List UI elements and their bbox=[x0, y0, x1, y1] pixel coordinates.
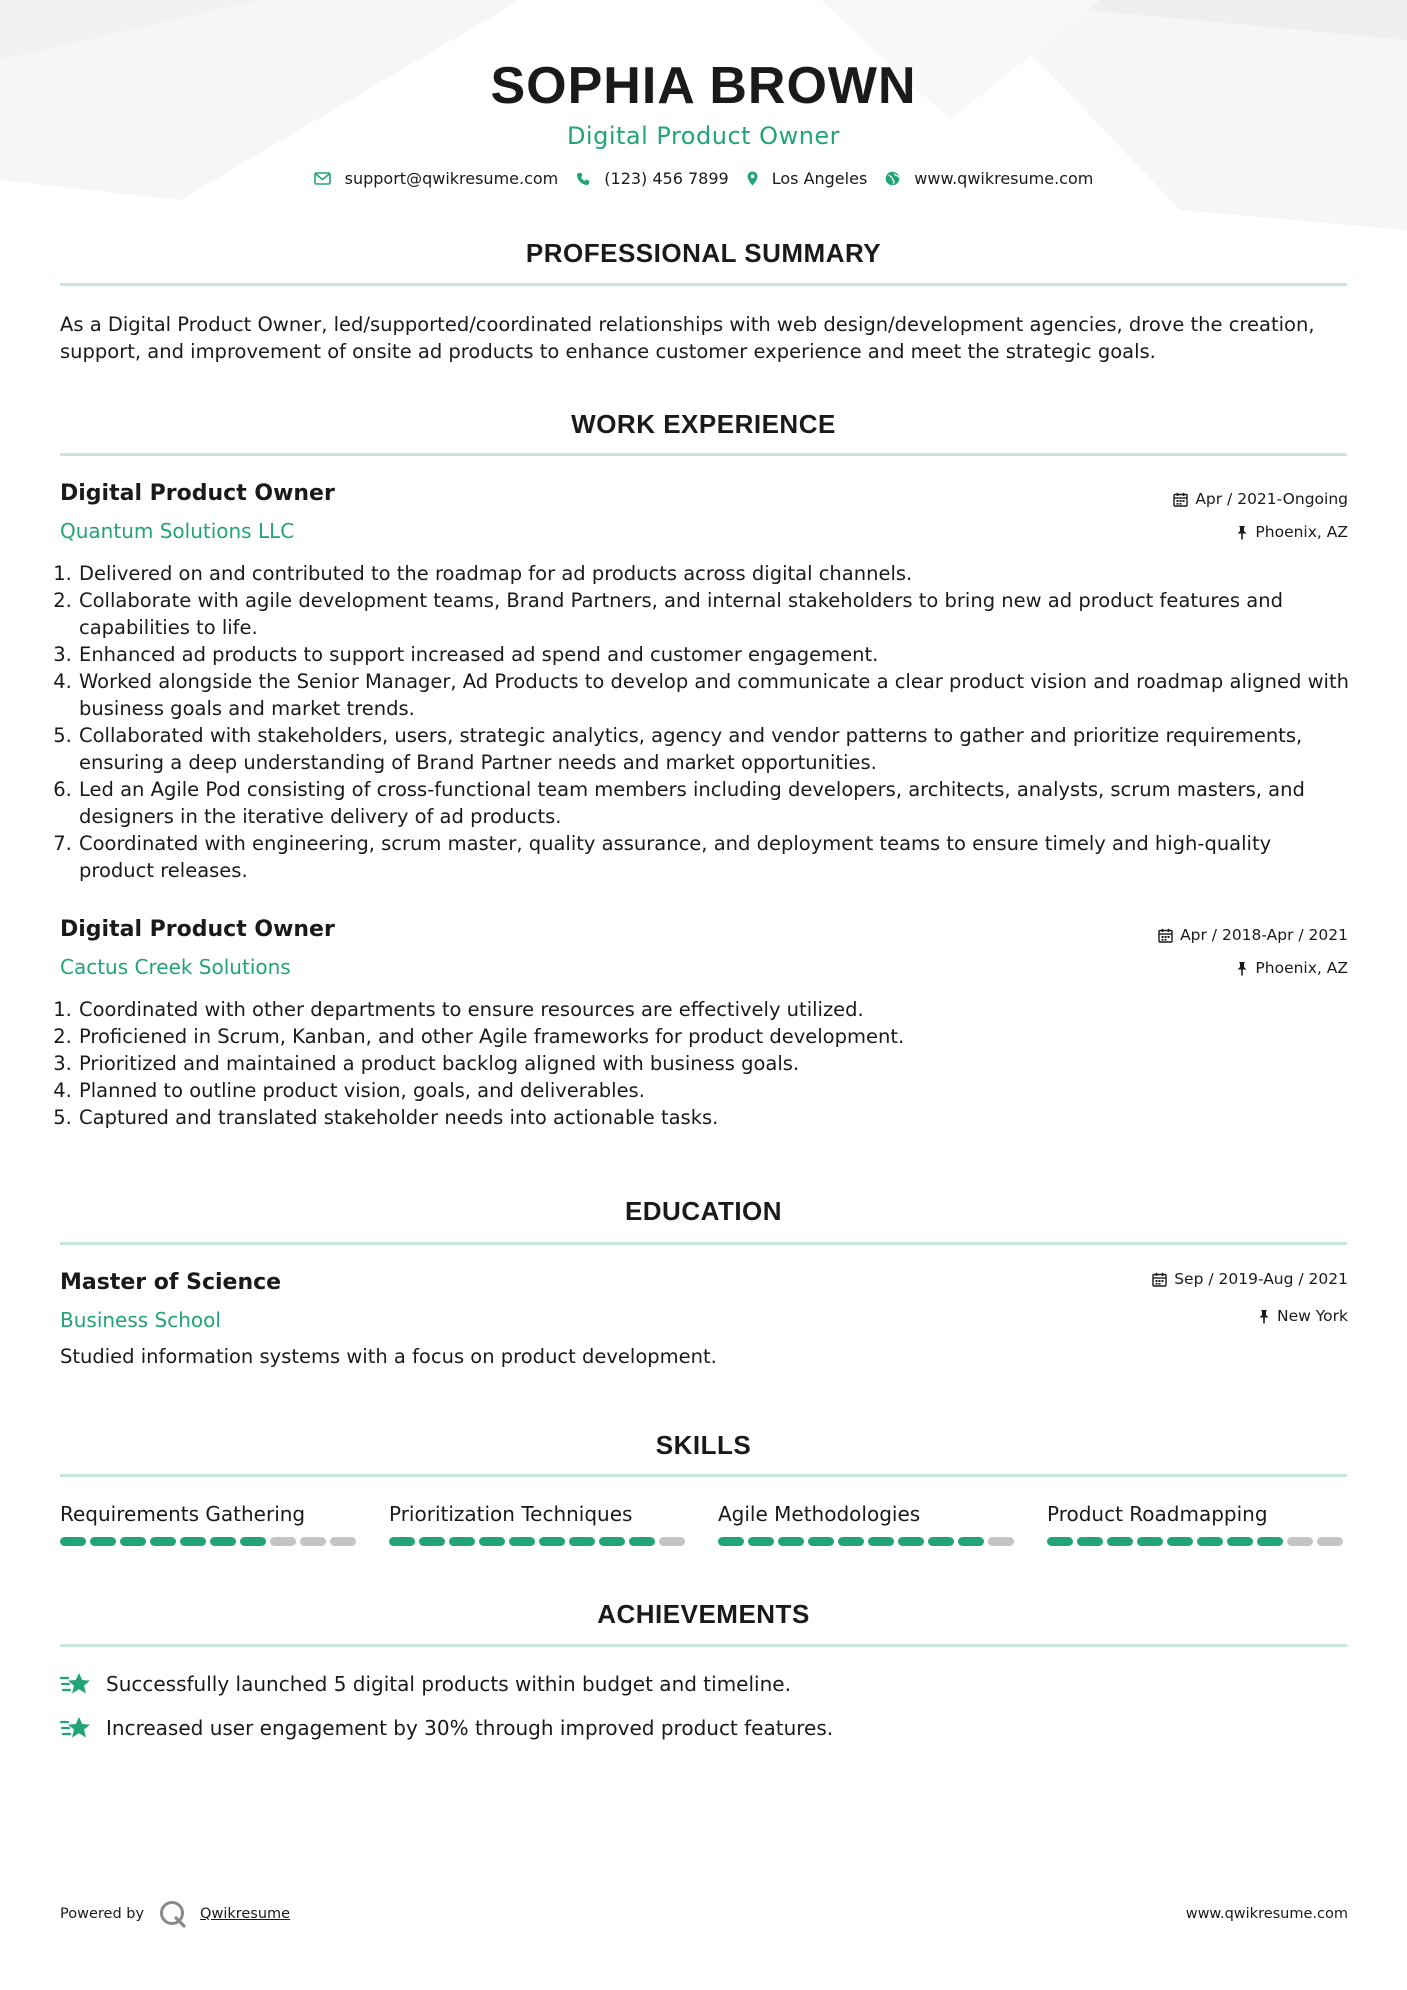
skill-level-bar bbox=[1047, 1537, 1347, 1546]
section-divider bbox=[60, 283, 1347, 286]
skill-name: Product Roadmapping bbox=[1047, 1502, 1268, 1526]
job-responsibilities bbox=[78, 996, 1350, 1131]
skill-segment-empty bbox=[300, 1537, 326, 1546]
skill-segment-filled bbox=[1257, 1537, 1283, 1546]
skill-segment-filled bbox=[778, 1537, 804, 1546]
skill-segment-filled bbox=[210, 1537, 236, 1546]
qwikresume-logo-icon bbox=[158, 1900, 188, 1928]
contact-website[interactable] bbox=[885, 169, 1093, 188]
summary-text: As a Digital Product Owner, led/supported/coordinated relationships with web design/development agencies, drove the creation, support, and improvement of onsite ad products to enhance customer experience and meet the strategic goals. bbox=[60, 313, 1315, 363]
job-dates bbox=[1173, 490, 1348, 508]
skill-segment-empty bbox=[659, 1537, 685, 1546]
qwikresume-link[interactable]: Qwikresume bbox=[200, 1906, 291, 1922]
job-location bbox=[1236, 523, 1348, 541]
company-name: Cactus Creek Solutions bbox=[60, 955, 291, 979]
skill-segment-filled bbox=[150, 1537, 176, 1546]
skill-level-bar bbox=[389, 1537, 689, 1546]
candidate-name: SOPHIA BROWN bbox=[490, 57, 917, 115]
section-title-achievements: ACHIEVEMENTS bbox=[597, 1599, 810, 1629]
powered-by-label: Powered by bbox=[60, 1906, 145, 1922]
list-item: 3. Prioritized and maintained a product backlog aligned with business goals. bbox=[78, 1050, 1350, 1077]
list-item: 3. Enhanced ad products to support increased ad spend and customer engagement. bbox=[78, 641, 1350, 668]
achievement-text: Successfully launched 5 digital products within budget and timeline. bbox=[106, 1672, 791, 1696]
skill-segment-filled bbox=[509, 1537, 535, 1546]
education-description: Studied information systems with a focus on product development. bbox=[60, 1345, 717, 1368]
pushpin-icon bbox=[1236, 961, 1248, 976]
skill-segment-filled bbox=[808, 1537, 834, 1546]
skill-segment-filled bbox=[898, 1537, 924, 1546]
skill-segment-filled bbox=[718, 1537, 744, 1546]
skill-segment-filled bbox=[419, 1537, 445, 1546]
skill-segment-filled bbox=[1167, 1537, 1193, 1546]
list-item: 5. Collaborated with stakeholders, users, strategic analytics, agency and vendor patterns to gather and prioritize requirements, ensuring a deep understanding of Brand Partner needs and market opportunities. bbox=[78, 722, 1350, 776]
skill-segment-filled bbox=[240, 1537, 266, 1546]
skill-segment-filled bbox=[838, 1537, 864, 1546]
skill-segment-filled bbox=[1107, 1537, 1133, 1546]
list-item: 1. Delivered on and contributed to the roadmap for ad products across digital channels. bbox=[78, 560, 1350, 587]
section-title-summary: PROFESSIONAL SUMMARY bbox=[525, 238, 882, 268]
calendar-icon bbox=[1158, 928, 1173, 943]
skill-item bbox=[60, 1500, 360, 1546]
job-location-text: Phoenix, AZ bbox=[1255, 959, 1348, 977]
skill-segment-empty bbox=[270, 1537, 296, 1546]
skill-level-bar bbox=[718, 1537, 1018, 1546]
skill-segment-filled bbox=[1077, 1537, 1103, 1546]
list-item: 1. Coordinated with other departments to ensure resources are effectively utilized. bbox=[78, 996, 1350, 1023]
skill-segment-filled bbox=[569, 1537, 595, 1546]
email-text: support@qwikresume.com bbox=[344, 169, 559, 188]
section-divider bbox=[60, 453, 1347, 456]
section-divider bbox=[60, 1474, 1347, 1477]
skill-item bbox=[718, 1500, 1018, 1546]
skill-segment-empty bbox=[1287, 1537, 1313, 1546]
list-item: 4. Worked alongside the Senior Manager, Ad Products to develop and communicate a clear product vision and roadmap aligned with business goals and market trends. bbox=[78, 668, 1350, 722]
education-dates-text: Sep / 2019-Aug / 2021 bbox=[1174, 1270, 1348, 1288]
globe-icon bbox=[885, 171, 900, 186]
school-name: Business School bbox=[60, 1308, 221, 1332]
section-title-skills: SKILLS bbox=[655, 1430, 752, 1460]
job-responsibilities bbox=[78, 560, 1350, 884]
skill-segment-empty bbox=[988, 1537, 1014, 1546]
skill-item bbox=[389, 1500, 689, 1546]
skill-segment-filled bbox=[748, 1537, 774, 1546]
skill-segment-filled bbox=[449, 1537, 475, 1546]
skill-segment-filled bbox=[539, 1537, 565, 1546]
contact-bar bbox=[0, 169, 1407, 188]
phone-text: (123) 456 7899 bbox=[604, 169, 729, 188]
achievement-text: Increased user engagement by 30% through improved product features. bbox=[106, 1716, 834, 1740]
education-location bbox=[1258, 1307, 1348, 1325]
section-title-experience: WORK EXPERIENCE bbox=[571, 409, 836, 439]
list-item: 4. Planned to outline product vision, goals, and deliverables. bbox=[78, 1077, 1350, 1104]
skill-segment-filled bbox=[90, 1537, 116, 1546]
list-item: 5. Captured and translated stakeholder needs into actionable tasks. bbox=[78, 1104, 1350, 1131]
list-item: 2. Collaborate with agile development teams, Brand Partners, and internal stakeholders to bring new ad product features and capabilities to life. bbox=[78, 587, 1350, 641]
skill-segment-filled bbox=[1137, 1537, 1163, 1546]
contact-email[interactable] bbox=[314, 169, 559, 188]
skill-segment-filled bbox=[629, 1537, 655, 1546]
job-location-text: Phoenix, AZ bbox=[1255, 523, 1348, 541]
job-title: Digital Product Owner bbox=[60, 917, 335, 942]
section-title-education: EDUCATION bbox=[624, 1196, 783, 1226]
skill-segment-filled bbox=[120, 1537, 146, 1546]
skill-name: Prioritization Techniques bbox=[389, 1502, 633, 1526]
skill-segment-empty bbox=[1317, 1537, 1343, 1546]
contact-location bbox=[747, 169, 868, 188]
education-location-text: New York bbox=[1277, 1307, 1348, 1325]
skill-segment-filled bbox=[958, 1537, 984, 1546]
skill-segment-filled bbox=[60, 1537, 86, 1546]
footer-website[interactable]: www.qwikresume.com bbox=[1185, 1906, 1348, 1922]
star-icon bbox=[60, 1715, 92, 1741]
skills-list bbox=[60, 1500, 1347, 1546]
skill-segment-filled bbox=[599, 1537, 625, 1546]
resume-header bbox=[0, 55, 1407, 188]
achievement-item bbox=[60, 1671, 791, 1697]
location-text: Los Angeles bbox=[771, 169, 868, 188]
skill-segment-empty bbox=[330, 1537, 356, 1546]
skill-name: Agile Methodologies bbox=[718, 1502, 921, 1526]
website-text: www.qwikresume.com bbox=[914, 169, 1094, 188]
star-icon bbox=[60, 1671, 92, 1697]
calendar-icon bbox=[1173, 492, 1188, 507]
candidate-title: Digital Product Owner bbox=[566, 122, 841, 150]
envelope-icon bbox=[314, 172, 331, 185]
skill-name: Requirements Gathering bbox=[60, 1502, 306, 1526]
pushpin-icon bbox=[1258, 1309, 1270, 1324]
skill-segment-filled bbox=[479, 1537, 505, 1546]
job-dates-text: Apr / 2021-Ongoing bbox=[1195, 490, 1348, 508]
skill-segment-filled bbox=[1197, 1537, 1223, 1546]
skill-segment-filled bbox=[868, 1537, 894, 1546]
degree-title: Master of Science bbox=[60, 1270, 282, 1295]
section-divider bbox=[60, 1242, 1347, 1245]
skill-segment-filled bbox=[180, 1537, 206, 1546]
skill-segment-filled bbox=[389, 1537, 415, 1546]
skill-segment-filled bbox=[1227, 1537, 1253, 1546]
skill-segment-filled bbox=[1047, 1537, 1073, 1546]
pushpin-icon bbox=[1236, 525, 1248, 540]
map-pin-icon bbox=[747, 171, 758, 186]
footer-powered-by bbox=[60, 1900, 290, 1928]
company-name: Quantum Solutions LLC bbox=[60, 519, 295, 543]
achievement-item bbox=[60, 1715, 833, 1741]
list-item: 2. Proficiened in Scrum, Kanban, and other Agile frameworks for product development. bbox=[78, 1023, 1350, 1050]
education-dates bbox=[1152, 1270, 1348, 1288]
section-divider bbox=[60, 1644, 1347, 1647]
skill-segment-filled bbox=[928, 1537, 954, 1546]
job-dates bbox=[1158, 926, 1348, 944]
phone-icon bbox=[576, 172, 590, 186]
contact-phone[interactable] bbox=[576, 169, 728, 188]
calendar-icon bbox=[1152, 1272, 1167, 1287]
list-item: 7. Coordinated with engineering, scrum master, quality assurance, and deployment teams to ensure timely and high-quality product releases. bbox=[78, 830, 1350, 884]
skill-level-bar bbox=[60, 1537, 360, 1546]
job-dates-text: Apr / 2018-Apr / 2021 bbox=[1180, 926, 1348, 944]
job-title: Digital Product Owner bbox=[60, 481, 335, 506]
list-item: 6. Led an Agile Pod consisting of cross-functional team members including developers, architects, analysts, scrum masters, and designers in the iterative delivery of ad products. bbox=[78, 776, 1350, 830]
skill-item bbox=[1047, 1500, 1347, 1546]
job-location bbox=[1236, 959, 1348, 977]
